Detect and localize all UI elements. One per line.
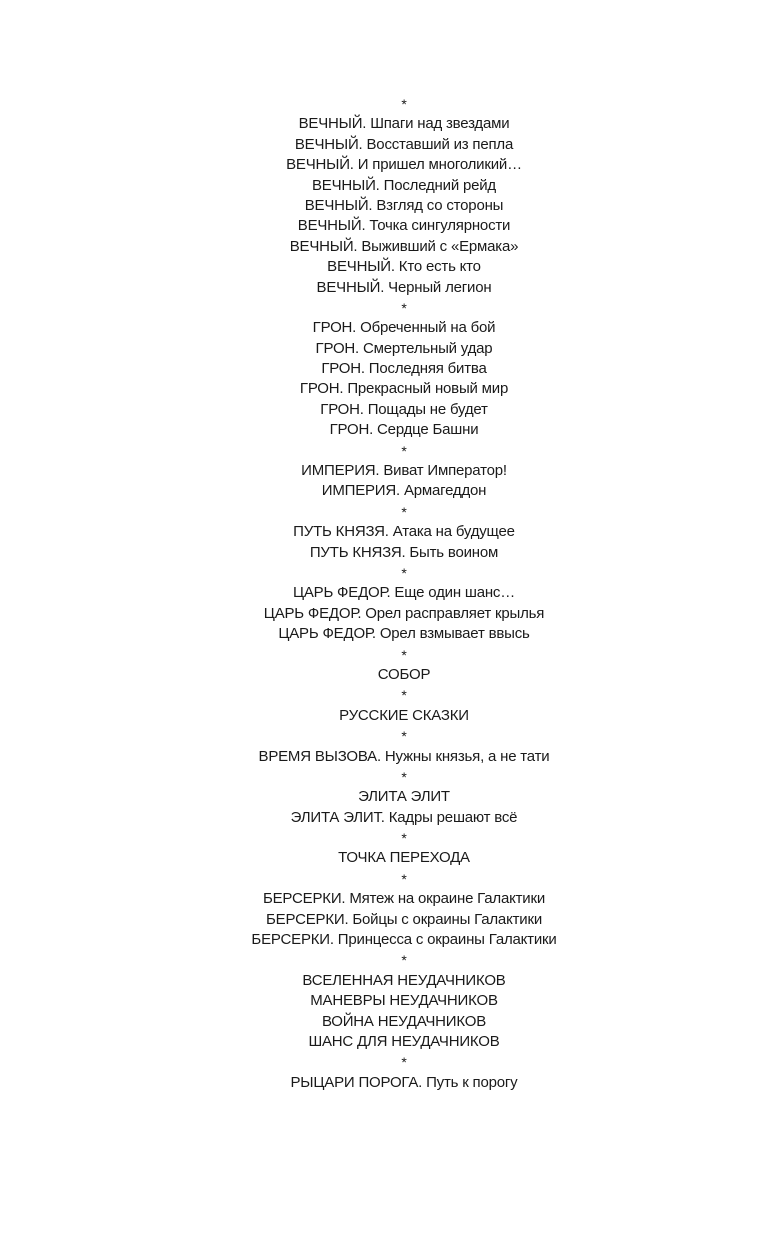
book-title: РЫЦАРИ ПОРОГА. Путь к порогу	[290, 1073, 518, 1091]
section-separator: *	[401, 768, 407, 785]
book-title: СОБОР	[377, 665, 431, 683]
section-separator: *	[401, 442, 407, 459]
book-title: ГРОН. Прекрасный новый мир	[299, 380, 509, 398]
book-title: ВЕЧНЫЙ. Кто есть кто	[327, 258, 481, 276]
section-separator: *	[401, 952, 407, 969]
book-title: ГРОН. Сердце Башни	[329, 421, 479, 439]
section-separator: *	[401, 870, 407, 887]
book-title: ВРЕМЯ ВЫЗОВА. Нужны князья, а не тати	[258, 747, 550, 765]
book-title: БЕРСЕРКИ. Мятеж на окраине Галактики	[262, 890, 546, 908]
book-title: ВЕЧНЫЙ. И пришел многоликий…	[286, 156, 522, 174]
book-title: ЦАРЬ ФЕДОР. Еще один шанс…	[292, 584, 516, 602]
book-title: ЦАРЬ ФЕДОР. Орел взмывает ввысь	[278, 625, 530, 643]
book-title: ПУТЬ КНЯЗЯ. Быть воином	[309, 543, 499, 561]
book-title: ВЕЧНЫЙ. Шпаги над звездами	[298, 115, 510, 133]
book-title: ШАНС ДЛЯ НЕУДАЧНИКОВ	[308, 1032, 500, 1050]
book-title: ИМПЕРИЯ. Армагеддон	[321, 482, 487, 500]
section-separator: *	[401, 503, 407, 520]
book-title: МАНЕВРЫ НЕУДАЧНИКОВ	[310, 992, 498, 1010]
section-separator: *	[401, 646, 407, 663]
book-title: ЦАРЬ ФЕДОР. Орел расправляет крылья	[263, 604, 545, 622]
book-title: ИМПЕРИЯ. Виват Император!	[301, 462, 507, 480]
book-title: ТОЧКА ПЕРЕХОДА	[338, 849, 470, 867]
book-title: ЭЛИТА ЭЛИТ	[358, 788, 450, 806]
book-title: ВЕЧНЫЙ. Восставший из пепла	[294, 135, 514, 153]
book-title: ВЕЧНЫЙ. Взгляд со стороны	[304, 196, 504, 214]
book-title: ГРОН. Последняя битва	[321, 360, 487, 378]
book-title: ПУТЬ КНЯЗЯ. Атака на будущее	[293, 523, 515, 541]
section-separator: *	[401, 830, 407, 847]
book-title: РУССКИЕ СКАЗКИ	[339, 706, 469, 724]
book-title: ГРОН. Пощады не будет	[320, 400, 488, 418]
section-separator: *	[401, 96, 407, 112]
section-separator: *	[401, 1054, 407, 1071]
book-title: ВЕЧНЫЙ. Точка сингулярности	[297, 217, 511, 235]
section-separator: *	[401, 299, 407, 316]
book-title: ВЕЧНЫЙ. Черный легион	[316, 278, 492, 296]
bibliography-list	[0, 94, 768, 1093]
book-title: ВЕЧНЫЙ. Выживший с «Ермака»	[289, 237, 519, 255]
book-title: ВОЙНА НЕУДАЧНИКОВ	[321, 1012, 487, 1030]
book-title: ЭЛИТА ЭЛИТ. Кадры решают всё	[290, 808, 518, 826]
book-title: ВЕЧНЫЙ. Последний рейд	[311, 176, 496, 194]
section-separator: *	[401, 564, 407, 581]
book-title: ГРОН. Обреченный на бой	[312, 319, 496, 337]
book-title: ВСЕЛЕННАЯ НЕУДАЧНИКОВ	[302, 971, 506, 989]
section-separator: *	[401, 728, 407, 745]
book-title: БЕРСЕРКИ. Принцесса с окраины Галактики	[251, 931, 557, 949]
book-title: ГРОН. Смертельный удар	[315, 339, 493, 357]
book-title: БЕРСЕРКИ. Бойцы с окраины Галактики	[266, 910, 542, 928]
section-separator: *	[401, 687, 407, 704]
